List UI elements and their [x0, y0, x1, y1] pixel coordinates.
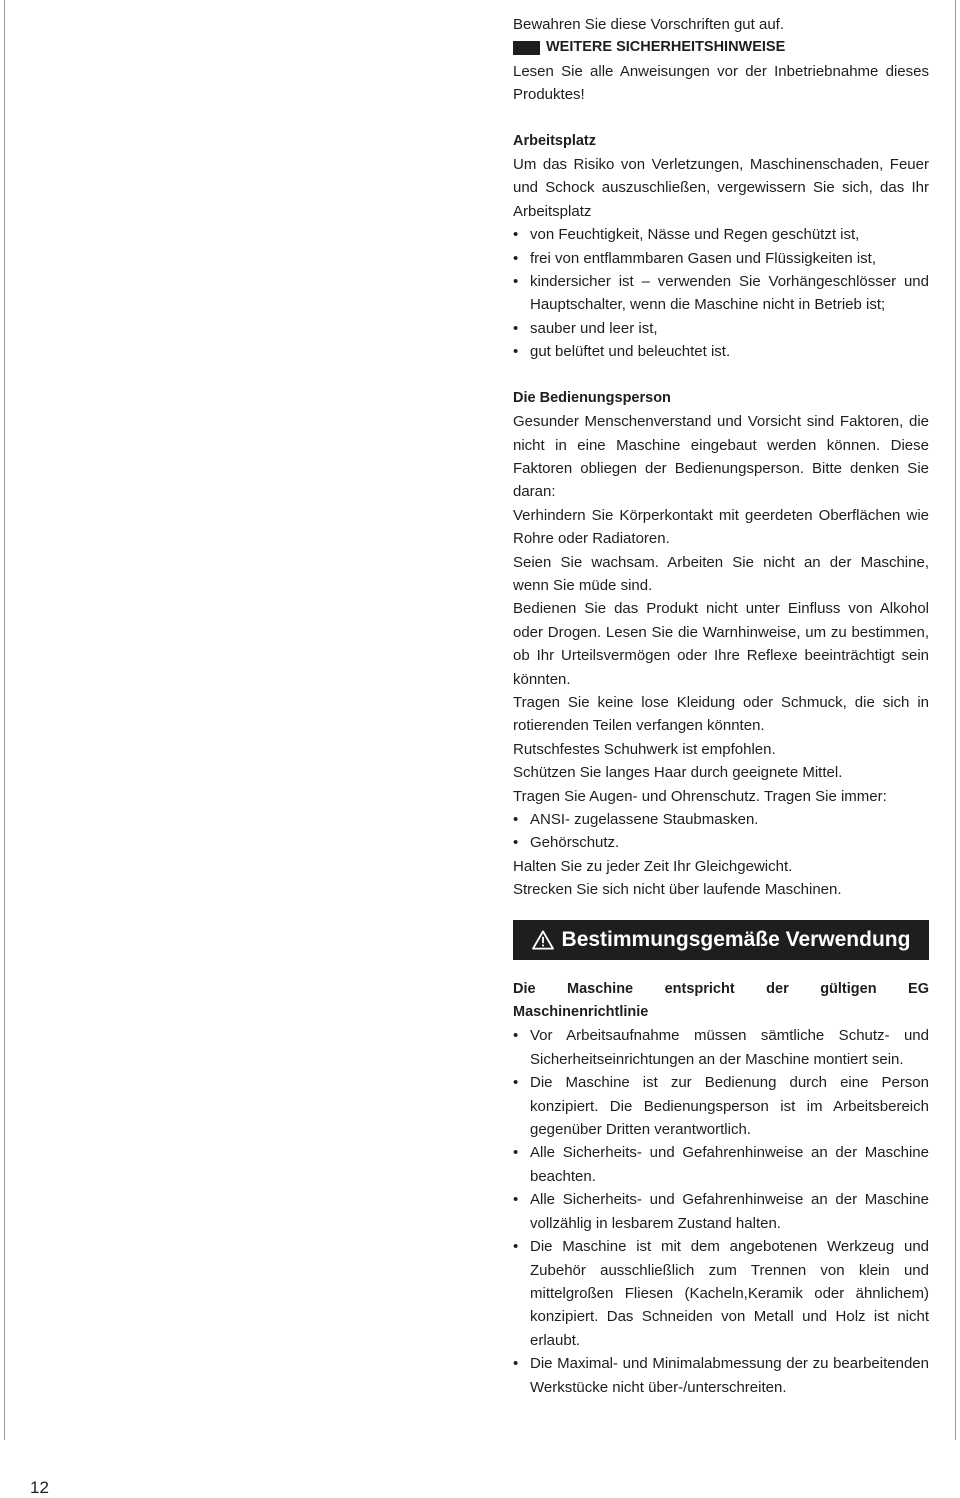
- page-number: 12: [30, 1478, 49, 1497]
- warning-triangle-icon: [532, 930, 554, 950]
- intended-use-title: Bestimmungsgemäße Verwendung: [561, 927, 911, 951]
- list-item: • frei von entflammbaren Gasen und Flüssigkeiten ist,: [513, 247, 929, 270]
- page-content: [513, 13, 929, 1399]
- operator-paragraph: Schützen Sie langes Haar durch geeignete Mittel.: [513, 764, 843, 782]
- list-item: • Die Maschine ist mit dem angebotenen Werkzeug und Zubehör ausschließlich zum Trennen von klein und mittelgroßen Fliesen (Kacheln,Keramik oder ähnlichem) konzipiert. Das Schneiden von Metall und Holz ist nicht erlaubt.: [513, 1235, 929, 1352]
- operator-paragraph: Tragen Sie keine lose Kleidung oder Schmuck, die sich in rotierenden Teilen verfangen könnten.: [513, 693, 929, 735]
- list-item: • gut belüftet und beleuchtet ist.: [513, 340, 929, 363]
- workplace-text: Um das Risiko von Verletzungen, Maschinenschaden, Feuer und Schock auszuschließen, vergewissern Sie sich, das Ihr Arbeitsplatz: [513, 156, 929, 220]
- list-item: • Die Maschine ist zur Bedienung durch eine Person konzipiert. Die Bedienungsperson ist im Arbeitsbereich gegenüber Dritten verantwortlich.: [513, 1071, 929, 1141]
- intended-use-list: [513, 1024, 929, 1399]
- operator-paragraph: Strecken Sie sich nicht über laufende Maschinen.: [513, 881, 842, 899]
- list-item: • sauber und leer ist,: [513, 317, 929, 340]
- list-item: • Gehörschutz.: [513, 831, 929, 854]
- operator-paragraph: Gesunder Menschenverstand und Vorsicht sind Faktoren, die nicht in eine Maschine eingebaut werden können. Diese Faktoren obliegen der Bedienungsperson. Bitte denken Sie daran:: [513, 413, 929, 501]
- operator-heading: Die Bedienungsperson: [513, 389, 671, 406]
- machine-directive-heading: Die Maschine entspricht der gültigen EG Maschinenrichtlinie: [513, 980, 929, 1021]
- workplace-list: [513, 223, 929, 363]
- workplace-heading: Arbeitsplatz: [513, 132, 596, 149]
- list-item: • Die Maximal- und Minimalabmessung der zu bearbeitenden Werkstücke nicht über-/unterschreiten.: [513, 1352, 929, 1399]
- operator-paragraph: Tragen Sie Augen- und Ohrenschutz. Tragen Sie immer:: [513, 787, 887, 805]
- list-item: • ANSI- zugelassene Staubmasken.: [513, 808, 929, 831]
- operator-paragraph: Bedienen Sie das Produkt nicht unter Einfluss von Alkohol oder Drogen. Lesen Sie die Warnhinweise, um zu bestimmen, ob Ihr Urteilsvermögen oder Ihre Reflexe beeinträchtigt sein könnten.: [513, 600, 929, 688]
- list-item: • Alle Sicherheits- und Gefahrenhinweise an der Maschine vollzählig in lesbarem Zustand halten.: [513, 1188, 929, 1235]
- intro-text: Bewahren Sie diese Vorschriften gut auf.: [513, 16, 784, 33]
- operator-paragraph: Seien Sie wachsam. Arbeiten Sie nicht an der Maschine, wenn Sie müde sind.: [513, 553, 929, 594]
- operator-paragraph: Halten Sie zu jeder Zeit Ihr Gleichgewicht.: [513, 857, 793, 875]
- further-safety-text: Lesen Sie alle Anweisungen vor der Inbetriebnahme dieses Produktes!: [513, 62, 929, 104]
- list-item: • kindersicher ist – verwenden Sie Vorhängeschlösser und Hauptschalter, wenn die Maschine nicht in Betrieb ist;: [513, 270, 929, 317]
- operator-list: [513, 808, 929, 855]
- list-item: • von Feuchtigkeit, Nässe und Regen geschützt ist,: [513, 223, 929, 246]
- intended-use-banner: [513, 920, 929, 960]
- list-item: • Vor Arbeitsaufnahme müssen sämtliche Schutz- und Sicherheitseinrichtungen an der Maschine montiert sein.: [513, 1024, 929, 1071]
- operator-paragraph: Verhindern Sie Körperkontakt mit geerdeten Oberflächen wie Rohre oder Radiatoren.: [513, 506, 929, 548]
- list-item: • Alle Sicherheits- und Gefahrenhinweise an der Maschine beachten.: [513, 1141, 929, 1188]
- right-margin-rule: [955, 0, 956, 1440]
- further-safety-title: WEITERE SICHERHEITSHINWEISE: [546, 39, 786, 56]
- left-margin-rule: [4, 0, 5, 1440]
- further-safety-heading: [513, 36, 929, 59]
- operator-paragraph: Rutschfestes Schuhwerk ist empfohlen.: [513, 740, 776, 758]
- section-marker-icon: [513, 41, 540, 55]
